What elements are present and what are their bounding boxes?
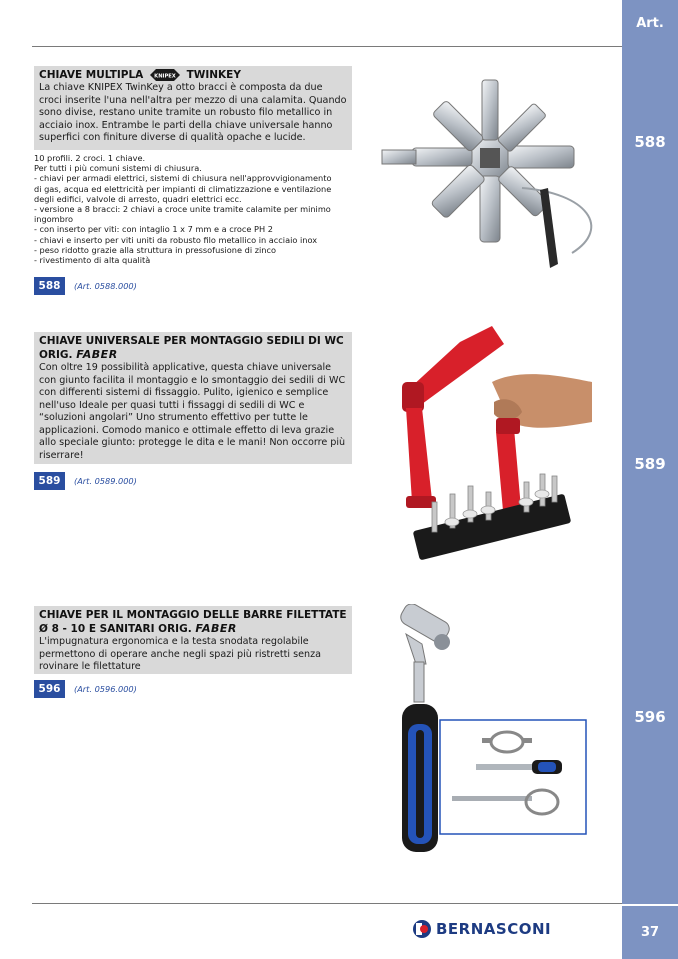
product-588-description-box — [34, 66, 352, 150]
product-588-spec-list — [34, 153, 352, 265]
bernasconi-logo-icon — [412, 919, 432, 939]
product-596-orig-label: Ø 8 - 10 E SANITARI ORIG. — [39, 623, 192, 635]
sidebar-number-589[interactable]: 589 — [634, 455, 666, 473]
detail-inset-frame — [440, 720, 586, 834]
page-number: 37 — [622, 904, 678, 959]
footer-brand-name: BERNASCONI — [436, 920, 552, 938]
twinkey-product-image — [372, 78, 612, 273]
product-589-title-line2 — [39, 348, 347, 362]
spec-line: - con inserto per viti: con intaglio 1 x 7 mm e a croce PH 2 — [34, 224, 273, 235]
faber-brand: FABER — [76, 348, 118, 361]
spec-line: - rivestimento di alta qualità — [34, 255, 151, 266]
product-596-art-ref: (Art. 0596.000) — [74, 684, 137, 694]
screwdriver-bit-icon — [540, 188, 558, 268]
spec-line: - versione a 8 bracci: 2 chiavi a croce unite tramite calamite per minimo — [34, 204, 331, 215]
product-588-title-part2: TWINKEY — [186, 69, 241, 81]
product-588-title-part1: CHIAVE MULTIPLA — [39, 69, 144, 81]
product-589-art-ref: (Art. 0589.000) — [74, 476, 137, 486]
spec-line: di gas, acqua ed elettricità per impianti di climatizzazione e ventilazione — [34, 183, 332, 194]
spec-line: - chiavi per armadi elettrici, sistemi di chiusura nell'approvvigionamento — [34, 173, 332, 184]
knipex-logo-icon — [150, 69, 180, 81]
product-588-art-badge: 588 — [34, 277, 65, 295]
spec-line: - chiavi e inserto per viti uniti da robusto filo metallico in acciaio inox — [34, 234, 318, 245]
product-588-title — [39, 69, 347, 82]
product-596-description: L'impugnatura ergonomica e la testa snodata regolabile permettono di operare anche negli spazi più ristretti senza rovinare le filettature — [39, 636, 322, 672]
product-589-art-badge: 589 — [34, 472, 65, 490]
wc-seat-tool-image — [392, 322, 592, 572]
bottom-divider — [32, 903, 622, 904]
ergonomic-handle-icon — [402, 704, 438, 852]
product-588-art-ref: (Art. 0588.000) — [74, 281, 137, 291]
product-596-title-line1: CHIAVE PER IL MONTAGGIO DELLE BARRE FILETTATE — [39, 609, 347, 621]
sidebar-index — [622, 0, 678, 959]
sidebar-number-588[interactable]: 588 — [634, 133, 666, 151]
twinkey-cross-icon — [382, 78, 592, 263]
spec-line: 10 profili. 2 croci. 1 chiave. — [34, 153, 146, 163]
product-589-description: Con oltre 19 possibilità applicative, questa chiave universale con giunto facilita il montaggio e lo smontaggio dei sedili di WC con differenti sistemi di fissaggio. Pulito, igienico e semplice nell'uso Ideale per quasi tutti i fissaggi di sedili di WC e “soluzioni angolari” Uno strumento effettivo per tutte le applicazioni. Comodo manico e ottimale effetto di leva grazie allo speciale giunto: protegge le dita e le mani! Non occorre più riserrare! — [39, 362, 346, 461]
product-596-description-box — [34, 606, 352, 674]
threaded-rod-tool-image — [392, 604, 592, 854]
product-589-orig-label: ORIG. — [39, 349, 73, 361]
red-wrench-icon — [402, 326, 504, 508]
product-589-description-box — [34, 332, 352, 464]
sidebar-number-596: 596 — [634, 708, 666, 726]
spec-line: ingombro — [34, 214, 74, 225]
product-596-title-line2 — [39, 622, 347, 636]
knipex-logo-text: KNIPEX — [154, 73, 176, 80]
product-596-art-badge: 596 — [34, 680, 65, 698]
spec-line: Per tutti i più comuni sistemi di chiusura. — [34, 163, 202, 174]
spec-line: degli edifici, valvole di arresto, quadri elettrici ecc. — [34, 193, 242, 204]
swivel-head-icon — [398, 604, 452, 702]
sidebar-header: Art. — [636, 15, 664, 31]
product-589-title-line1: CHIAVE UNIVERSALE PER MONTAGGIO SEDILI DI WC — [39, 335, 344, 347]
product-588-description: La chiave KNIPEX TwinKey a otto bracci è composta da due croci inserite l'una nell'altra per mezzo di una calamita. Quando sono divise, restano unite tramite un robusto filo metallico in acciaio inox. Entrambe le parti della chiave universale hanno superfici con finiture diverse di qualità opache e lucide. — [39, 82, 347, 143]
bernasconi-logo — [412, 918, 551, 940]
top-divider — [32, 46, 622, 47]
faber-brand: FABER — [195, 622, 237, 635]
spec-line: - peso ridotto grazie alla struttura in pressofusione di zinco — [34, 244, 276, 255]
